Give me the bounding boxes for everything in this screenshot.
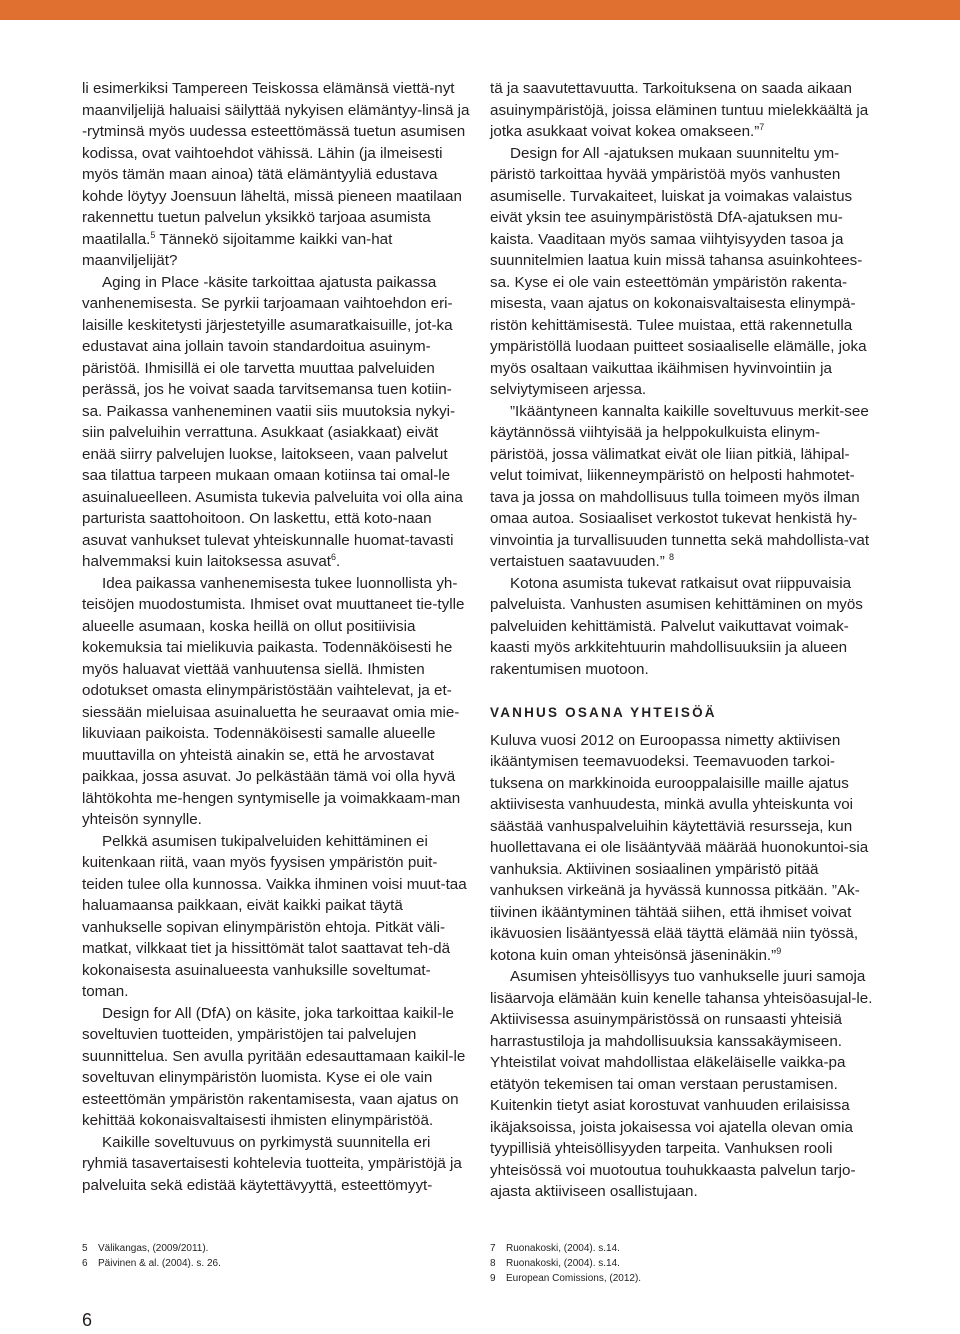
paragraph: Kuluva vuosi 2012 on Euroopassa nimetty aktiivisen ikääntymisen teemavuodeksi. Teemavuoden tarkoi-tuksena on markkinoida eurooppalaisille maille ajatus aktiivisesta vanhuudesta, minkä avulla yhteiskunta voi säästää vanhuspalveluihin käytettäviä resursseja, kun huollettavana ei ole lisääntyvää määrää huonokuntoi-sia vanhuksia. Aktiivinen sosiaalinen ympäristö pitää vanhuksen virkeänä ja hyvässä kunnossa pitkään. ”Ak-tiivinen ikääntyminen tähtää siihen, että ihmiset voivat ikävuosien lisääntyessä elää täyttä elämää niin työssä, kotona kuin oman yhteisönsä jäseninäkin.”$^9$ [490,731,869,964]
section-heading: VANHUS OSANA YHTEISÖÄ [490,705,717,720]
paragraph: Pelkkä asumisen tukipalveluiden kehittäminen ei kuitenkaan riitä, vaan myös fyysisen ympäristön puit-teiden tulee olla kunnossa. Vaikka ihminen voisi muut-taa haluamaansa paikkaan, eivät kaikki paikat täytä vanhukselle sopivan elinympäristön ehtoja. Pitkät väli-matkat, vilkkaat tiet ja hissittömät talot saattavat teh-dä kokonaisesta asuinalueesta vanhuksille soveltumat-toman. [82,832,467,1000]
footnote: 9 European Comissions, (2012). [490,1273,642,1284]
page-number: 6 [82,1310,93,1330]
footnote: 6 Päivinen & al. (2004). s. 26. [82,1258,221,1269]
paragraph: Idea paikassa vanhenemisesta tukee luonnollista yh-teisöjen muodostumista. Ihmiset ovat muuttaneet tie-tylle alueelle asumaan, koska heillä on ollut positiivisia kokemuksia tai mielikuvia paikasta. Todennäköisesti he myös haluavat viettää vanhuutensa siellä. Ihmisten odotukset omasta elinympäristöstään vaihtelevat, ja et-siessään mieluisaa asuinaluetta he seuraavat omia mie-likuviaan paikoista. Todennäköisesti samalle alueelle muuttavilla on yhteistä ainakin se, että he arvostavat paikkaa, jossa asuvat. Jo pelkästään tämä voi olla hyvä lähtökohta me-hengen syntymiselle ja voimakkaam-man yhteisön synnylle. [82,574,465,828]
right-column [490,78,878,1203]
paragraph: tä ja saavutettavuutta. Tarkoituksena on saada aikaan asuinympäristöjä, joissa eläminen tuntuu mielekkäältä ja jotka asukkaat voivat kokea omakseen.”$^7$ [490,80,869,140]
paragraph: Aging in Place -käsite tarkoittaa ajatusta paikassa vanhenemisesta. Se pyrkii tarjoamaan vaihtoehdon eri-laisille keskitetysti järjestetyille asumaratkaisuille, jot-ka edustavat aina jollain tavoin standardoitua asuinym-päristöä. Ihmisillä ei ole tarvetta muuttaa palveluiden perässä, jos he voivat saada tarvitsemansa tuen kotiin-sa. Paikassa vanheneminen vaatii siis muutoksia nykyi-siin palveluihin verrattuna. Asukkaat (asiakkaat) eivät enää siirry palvelujen luokse, laitokseen, vaan palvelut saa tilattua tarpeen mukaan omaan kotiinsa tai omal-le asuinalueelleen. Asumista tukevia palveluita voi olla aina parturista saattohoitoon. On laskettu, että koto-naan asuvat vanhukset tulevat yhteiskunnalle huomat-tavasti halvemmaksi kuin laitoksessa asuvat$^6$. [82,273,463,570]
paragraph: li esimerkiksi Tampereen Teiskossa elämänsä viettä-nyt maanviljelijä haluaisi säilyttää nykyisen elämäntyy-linsä ja -rytminsä myös uudessa esteettömässä tuetun asumisen kodissa, ovat vaihtoehdot vähissä. Lähin (ja ilmeisesti myös tämän maan ainoa) tätä elämäntyyliä edustava kohde löytyy Joensuun läheltä, missä pieneen maatilaan rakennettu tuetun palvelun yksikkö tarjoaa asumista maatilalla.$^5$ Tännekö sijoitamme kaikki van-hat maanviljelijät? [82,80,470,269]
footnotes-left [82,1241,221,1271]
paragraph: Kotona asumista tukevat ratkaisut ovat riippuvaisia palveluista. Vanhusten asumisen kehittäminen on myös palveluiden kehittämistä. Palvelut vaikuttavat voimak-kaasti myös arkkitehtuurin mahdollisuuksiin ja alueen rakentumisen muotoon. [490,574,863,678]
paragraph: Kaikille soveltuvuus on pyrkimystä suunnitella eri ryhmiä tasavertaisesti kohtelevia tuotteita, ympäristöjä ja palveluita sekä edistää käytettävyyttä, esteettömyyt- [82,1133,462,1194]
footnote: 5 Välikangas, (2009/2011). [82,1243,209,1254]
left-column [82,78,470,1196]
paragraph: ”Ikääntyneen kannalta kaikille soveltuvuus merkit-see käytännössä viihtyisää ja helppokulkuista elinym-päristöä, jossa välimatkat eivät ole liian pitkiä, lähipal-velut toimivat, liikenneympäristö on helposti hahmotet-tava ja jossa on mahdollisuus tulla toimeen myös ilman omaa autoa. Sosiaaliset verkostot tukevat henkistä hy-vinvointia ja turvallisuuden tunnetta sekä mahdollista-vat vertaistuen saatavuuden.” $^8$ [490,402,870,570]
paragraph: Asumisen yhteisöllisyys tuo vanhukselle juuri samoja lisäarvoja elämään kuin kenelle tahansa yhteisöasujal-le. Aktiivisessa asuinympäristössä on runsaasti yhteisiä harrastustiloja ja mahdollisuuksia kanssakäymiseen. Yhteistilat voivat mahdollistaa eläkeläiselle vaikka-pa etätyön tekemisen tai oman verstaan perustamisen. Kuitenkin tietyt asiat korostuvat vanhuuden erilaisissa ikäjaksoissa, joista jokaisessa voi ajatella olevan omia tyypillisiä yhteisöllisyyden tarpeita. Vanhuksen rooli yhteisössä voi muotoutua touhukkaasta palvelun tarjo-ajasta aktiiviseen osallistujaan. [490,968,873,1200]
footnote: 7 Ruonakoski, (2004). s.14. [490,1243,620,1254]
paragraph: Design for All -ajatuksen mukaan suunniteltu ym-päristö tarkoittaa hyvää ympäristöä myös vanhusten asumiselle. Turvakaiteet, luiskat ja voimakas valaistus eivät yksin tee asuinympäristöstä DfA-ajatuksen mu-kaista. Vaaditaan myös samaa viihtyisyyden tasoa ja suunnitelmien laatua kuin missä tahansa asuinkohtees-sa. Kyse ei ole vain esteettömän ympäristön rakenta-misesta, vaan ajatus on kokonaisvaltaisesta elinympä-ristön kehittämisestä. Tulee muistaa, että rakennetulla ympäristöllä luodaan puitteet sosiaaliselle elämälle, joka myös osaltaan vaikuttaa ikäihmisen hyvinvointiin ja selviytymiseen arjessa. [490,144,867,398]
footnote: 8 Ruonakoski, (2004). s.14. [490,1258,620,1269]
footnotes-right [490,1241,641,1286]
paragraph: Design for All (DfA) on käsite, joka tarkoittaa kaikil-le soveltuvien tuotteiden, ympäristöjen tai palvelujen suunnittelua. Sen avulla pyritään edesauttamaan kaikil-le soveltuvan elinympäristön luomista. Kyse ei ole vain esteettömän ympäristön rakentamisesta, vaan ajatus on kehittää kokonaisvaltaisesti ihmisten elinympäristöä. [82,1004,466,1129]
top-accent-bar [0,0,960,20]
